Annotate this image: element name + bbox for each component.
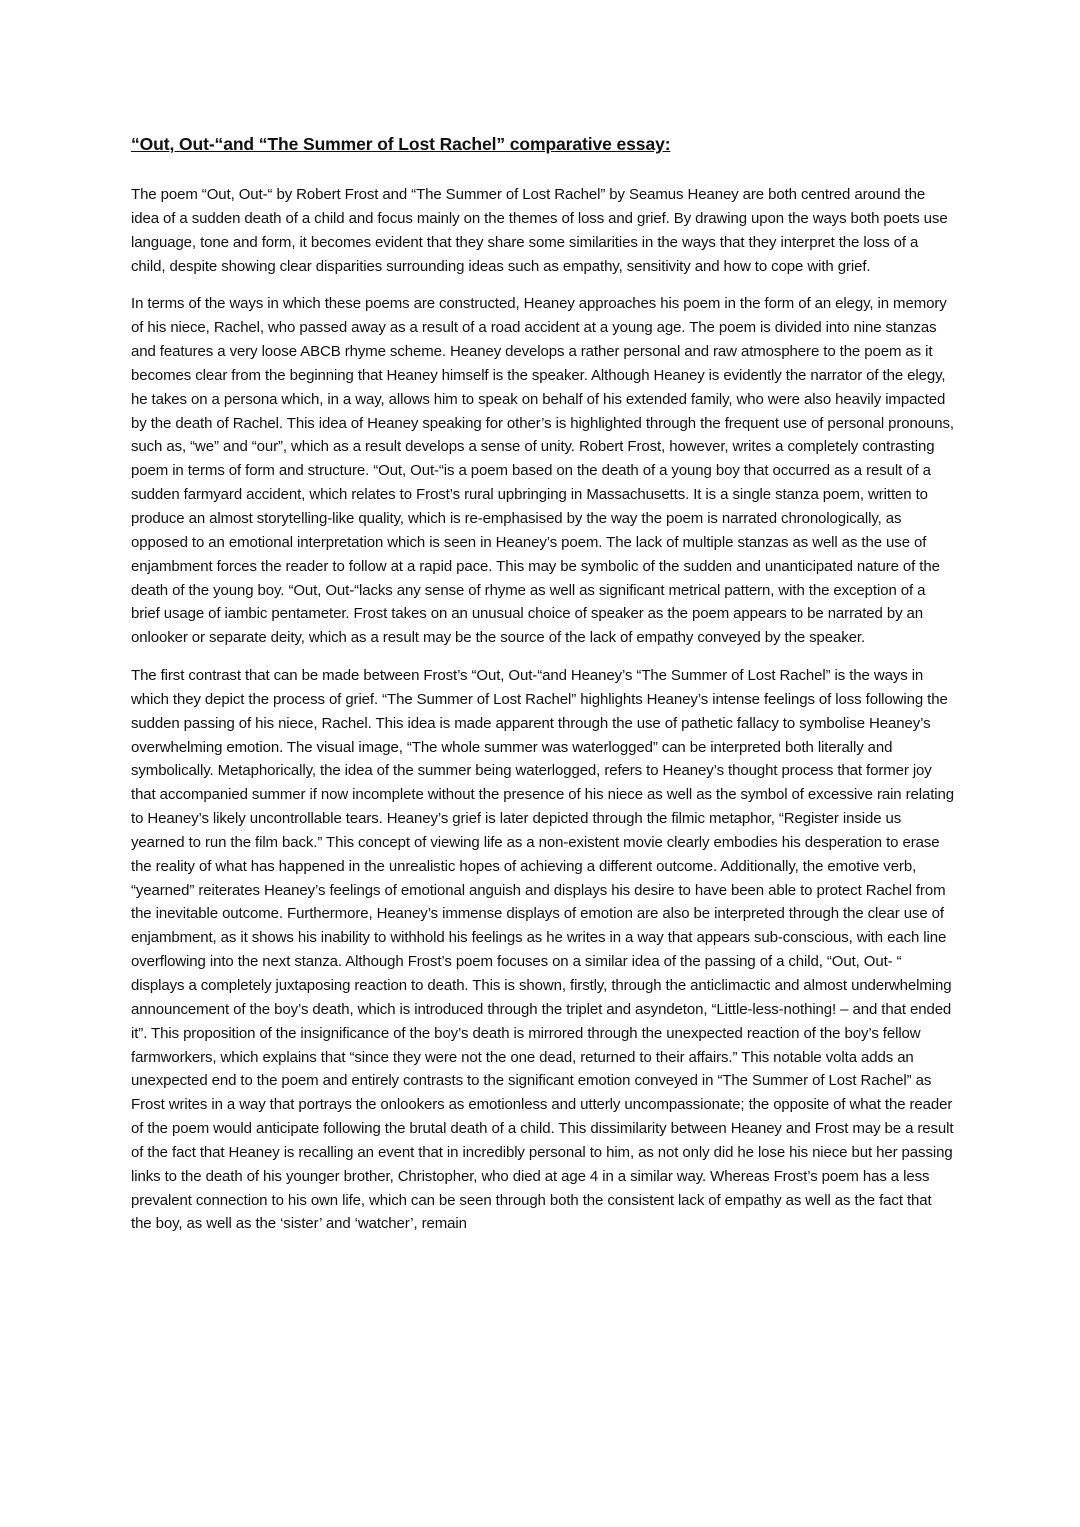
paragraph-grief-comparison: The first contrast that can be made between Frost’s “Out, Out-“and Heaney’s “The Summer of Lost Rachel” is the ways in which they depict the process of grief. “The Summer of Lost Rachel” highlights Heaney’s intense feelings of loss following the sudden passing of his niece, Rachel. This idea is made apparent through the use of pathetic fallacy to symbolise Heaney’s overwhelming emotion. The visual image, “The whole summer was waterlogged” can be interpreted both literally and symbolically. Metaphorically, the idea of the summer being waterlogged, refers to Heaney’s thought process that former joy that accompanied summer if now incomplete without the presence of his niece as well as the symbol of excessive rain relating to Heaney’s likely uncontrollable tears. Heaney’s grief is later depicted through the filmic metaphor, “Register inside us yearned to run the film back.” This concept of viewing life as a non-existent movie clearly embodies his desperation to erase the reality of what has happened in the unrealistic hopes of achieving a different outcome. Additionally, the emotive verb, “yearned” reiterates Heaney’s feelings of emotional anguish and displays his desire to have been able to protect Rachel from the inevitable outcome. Furthermore, Heaney’s immense displays of emotion are also be interpreted through the clear use of enjambment, as it shows his inability to withhold his feelings as he writes in a way that appears sub-conscious, with each line overflowing into the next stanza. Although Frost’s poem focuses on a similar idea of the passing of a child, “Out, Out- “ displays a completely juxtaposing reaction to death. This is shown, firstly, through the anticlimactic and almost underwhelming announcement of the boy’s death, which is introduced through the triplet and asyndeton, “Little-less-nothing! – and that ended it”. This proposition of the insignificance of the boy’s death is mirrored through the unexpected reaction of the boy’s fellow farmworkers, which explains that “since they were not the one dead, returned to their affairs.” This notable volta adds an unexpected end to the poem and entirely contrasts to the significant emotion conveyed in “The Summer of Lost Rachel” as Frost writes in a way that portrays the onlookers as emotionless and utterly uncompassionate; the opposite of what the reader of the poem would anticipate following the brutal death of a child. This dissimilarity between Heaney and Frost may be a result of the fact that Heaney is recalling an event that in incredibly personal to him, as not only did he lose his niece but her passing links to the death of his younger brother, Christopher, who died at age 4 in a similar way. Whereas Frost’s poem has a less prevalent connection to his own life, which can be seen through both the consistent lack of empathy as well as the fact that the boy, as well as the ‘sister’ and ‘watcher’, remain [131, 667, 955, 1233]
essay-title: “Out, Out-“and “The Summer of Lost Rachel” comparative essay: [131, 134, 671, 154]
paragraph-form-and-structure: In terms of the ways in which these poems are constructed, Heaney approaches his poem in the form of an elegy, in memory of his niece, Rachel, who passed away as a result of a road accident at a young age. The poem is divided into nine stanzas and features a very loose ABCB rhyme scheme. Heaney develops a rather personal and raw atmosphere to the poem as it becomes clear from the beginning that Heaney himself is the speaker. Although Heaney is evidently the narrator of the elegy, he takes on a persona which, in a way, allows him to speak on behalf of his extended family, who were also heavily impacted by the death of Rachel. This idea of Heaney speaking for other’s is highlighted through the frequent use of personal pronouns, such as, “we” and “our”, which as a result develops a sense of unity. Robert Frost, however, writes a completely contrasting poem in terms of form and structure. “Out, Out-“is a poem based on the death of a young boy that occurred as a result of a sudden farmyard accident, which relates to Frost’s rural upbringing in Massachusetts. It is a single stanza poem, written to produce an almost storytelling-like quality, which is re-emphasised by the way the poem is narrated chronologically, as opposed to an emotional interpretation which is seen in Heaney’s poem. The lack of multiple stanzas as well as the use of enjambment forces the reader to follow at a rapid pace. This may be symbolic of the sudden and unanticipated nature of the death of the young boy. “Out, Out-“lacks any sense of rhyme as well as significant metrical pattern, with the exception of a brief usage of iambic pentameter. Frost takes on an unusual choice of speaker as the poem appears to be narrated by an onlooker or separate deity, which as a result may be the source of the lack of empathy conveyed by the speaker. [131, 295, 954, 647]
essay-page [131, 131, 955, 1250]
paragraph-introduction: The poem “Out, Out-“ by Robert Frost and “The Summer of Lost Rachel” by Seamus Heaney are both centred around the idea of a sudden death of a child and focus mainly on the themes of loss and grief. By drawing upon the ways both poets use language, tone and form, it becomes evident that they share some similarities in the ways that they interpret the loss of a child, despite showing clear disparities surrounding ideas such as empathy, sensitivity and how to cope with grief. [131, 186, 948, 275]
